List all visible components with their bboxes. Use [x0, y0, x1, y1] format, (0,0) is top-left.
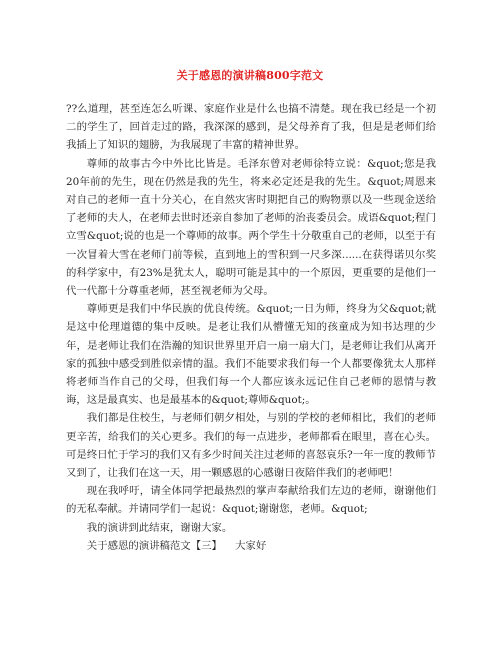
paragraph-5: 现在我呼吁，请全体同学把最热烈的掌声奉献给我们左边的老师，谢谢他们的无私奉献。并请同学们一起说：&quot;谢谢您，老师。&quot;	[66, 485, 436, 516]
document-body	[66, 100, 436, 555]
paragraph-6: 我的演讲到此结束，谢谢大家。	[86, 521, 233, 534]
next-section-line: 关于感恩的演讲稿范文【三】 大家好	[86, 539, 267, 552]
paragraph-4: 我们都是住校生，与老师们朝夕相处，与别的学校的老师相比，我们的老师更辛苦，给我们的关心更多。我们的每一点进步，老师都看在眼里，喜在心头。可是终日忙于学习的我们又有多少时间关注过老师的喜怒哀乐?一年一度的教师节又到了，让我们在这一天，用一颗感恩的心感谢日夜陪伴我们的老师吧！	[66, 412, 436, 480]
paragraph-3: 尊师更是我们中华民族的优良传统。&quot;一日为师，终身为父&quot;就是这中伦理道德的集中反映。是老让我们从懵懂无知的孩童成为知书达理的少年，是老师让我们在浩瀚的知识世界里开启一扇一扇大门，是老师让我们从离开家的孤独中感受到胜似亲情的温。我们不能要求我们每一个人都要像犹太人那样将老师当作自己的父母，但我们每一个人都应该永远记住自己老师的恩情与教诲，这是最真实、也是最基本的&quot;尊师&quot;。	[66, 303, 436, 407]
document-title: 关于感恩的演讲稿800字范文	[176, 69, 324, 82]
paragraph-1: ??么道理，甚至连怎么听课、家庭作业是什么也搞不清楚。现在我已经是一个初二的学生了，回首走过的路，我深深的感到，是父母养育了我，但是是老师们给我插上了知识的翅膀，为我展现了丰富的精神世界。	[66, 103, 436, 152]
paragraph-2: 尊师的故事古今中外比比皆是。毛泽东曾对老师徐特立说：&quot;您是我20年前的先生，现在仍然是我的先生，将来必定还是我的先生。&quot;周恩来对自己的老师一直十分关心，在自然灾害时期把自己的购物票以及一些现金送给了老师的夫人，在老师去世时还亲自参加了老师的治丧委员会。成语&quot;程门立雪&quot;说的也是一个尊师的故事。两个学生十分敬重自己的老师，以至于有一次冒着大雪在老师门前等候，直到地上的雪积到一尺多深......在获得诺贝尔奖的科学家中，有23%是犹太人，聪明可能是其中的一个原因，更重要的是他们一代一代都十分尊重老师，甚至视老师为父母。	[66, 157, 436, 298]
